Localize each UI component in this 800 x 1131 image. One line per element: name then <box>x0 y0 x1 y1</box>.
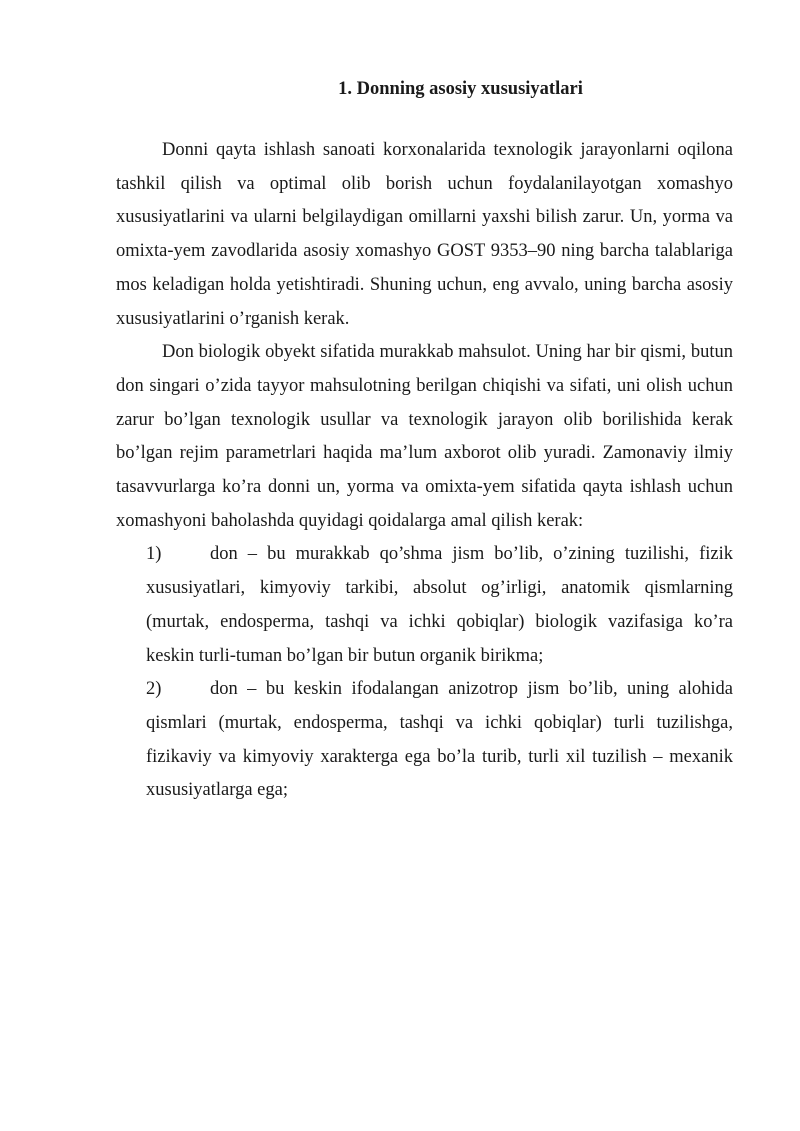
paragraph-2: Don biologik obyekt sifatida murakkab mahsulot. Uning har bir qismi, butun don singari o’zida tayyor mahsulotning berilgan chiqishi va sifati, uni olish uchun zarur bo’lgan texnologik usullar va texnologik jarayon olib borilishida kerak bo’lgan rejim parametrlari haqida ma’lum axborot olib yuradi. Zamonaviy ilmiy tasavvurlarga ko’ra donni un, yorma va omixta-yem sifatida qayta ishlash uchun xomashyoni baholashda quyidagi qoidalarga amal qilish kerak: <box>116 342 733 531</box>
list-item <box>146 673 733 808</box>
list-item <box>146 538 733 673</box>
list-item-number: 1) <box>146 544 162 565</box>
paragraph-1: Donni qayta ishlash sanoati korxonalarida texnologik jarayonlarni oqilona tashkil qilish va optimal olib borish uchun foydalanilayotgan xomashyo xususiyatlarini va ularni belgilaydigan omillarni yaxshi bilish zarur. Un, yorma va omixta-yem zavodlarida asosiy xomashyo GOST 9353–90 ning barcha talablariga mos keladigan holda yetishtiradi. Shuning uchun, eng avvalo, uning barcha asosiy xususiyatlarini o’rganish kerak. <box>116 140 733 329</box>
section-title: 1. Donning asosiy xususiyatlari <box>338 79 583 99</box>
list-item-text: don – bu murakkab qo’shma jism bo’lib, o’zining tuzilishi, fizik xususiyatlari, kimyoviy tarkibi, absolut og’irligi, anatomik qismlarning (murtak, endosperma, tashqi va ichki qobiqlar) biologik vazifasiga ko’ra keskin turli-tuman bo’lgan bir butun organik birikma; <box>146 544 733 666</box>
list-item-text: don – bu keskin ifodalangan anizotrop jism bo’lib, uning alohida qismlari (murtak, endosperma, tashqi va ichki qobiqlar) turli tuzilishga, fizikaviy va kimyoviy xarakterga ega bo’la turib, turli xil tuzilish – mexanik xususiyatlarga ega; <box>146 679 733 801</box>
numbered-list <box>116 538 733 808</box>
document-page <box>116 75 733 808</box>
list-item-number: 2) <box>146 679 162 700</box>
